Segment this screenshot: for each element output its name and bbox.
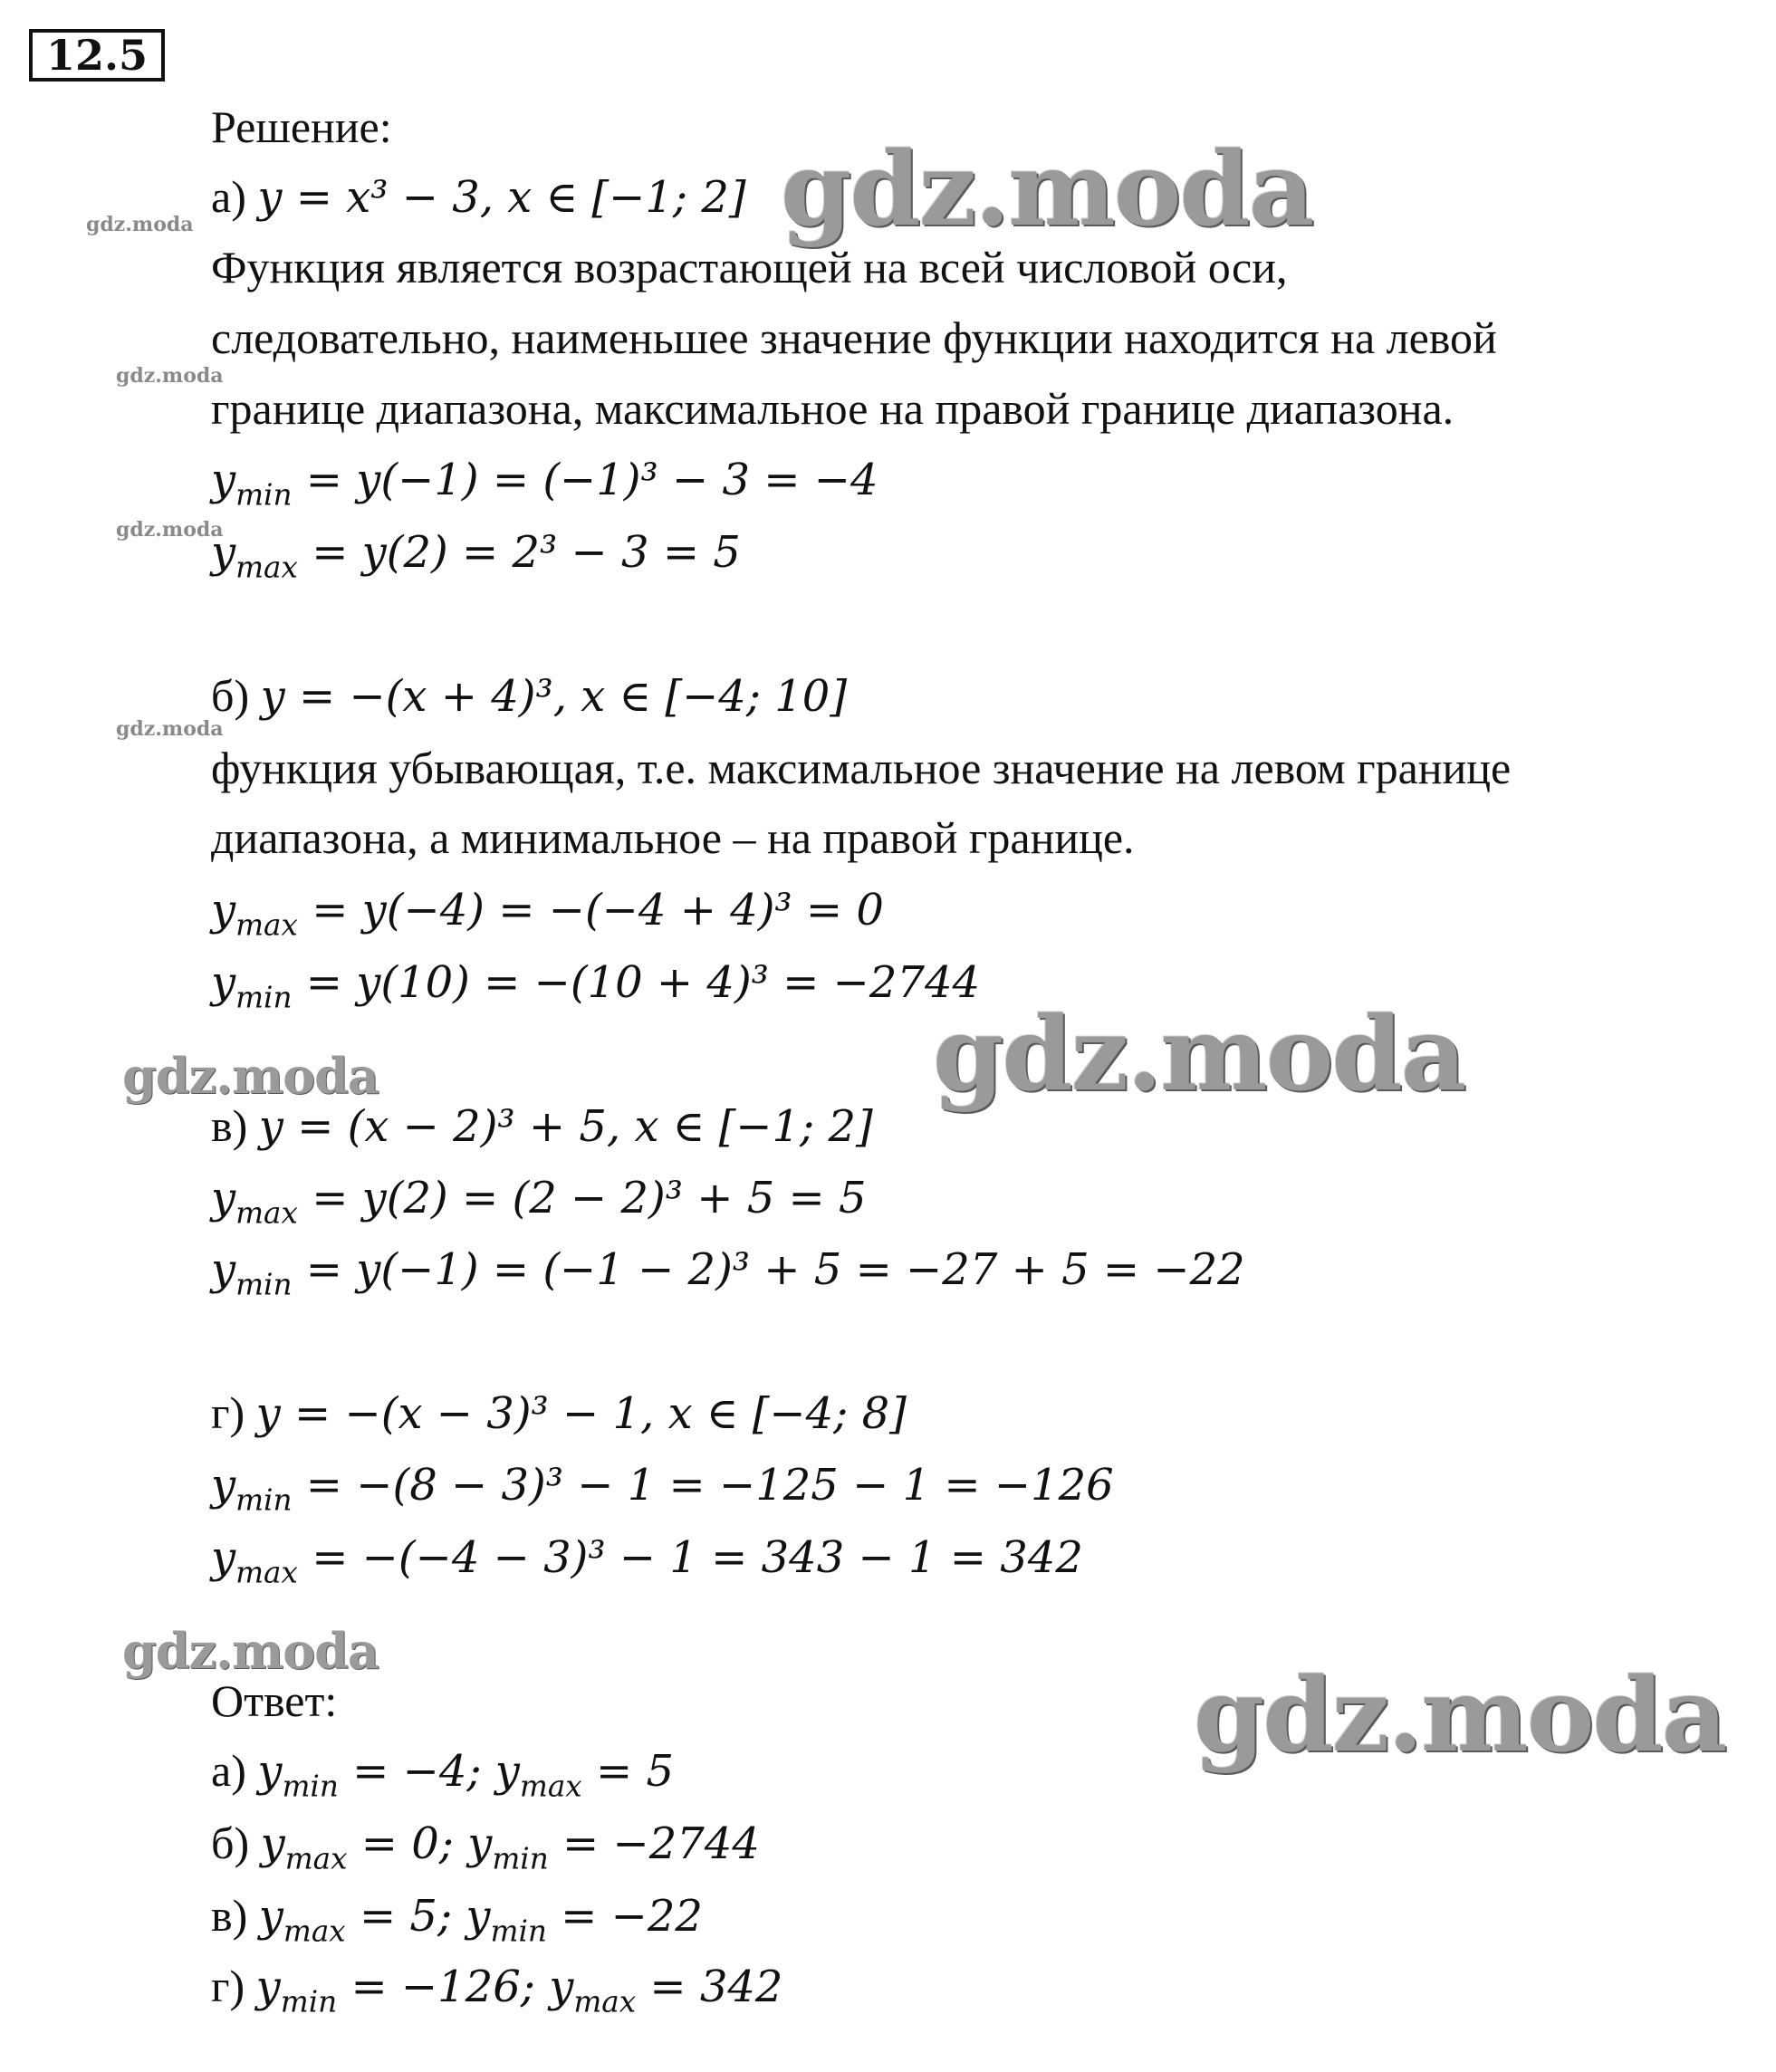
watermark-large-1: gdz.moda [781, 130, 1313, 249]
watermark-small-1: gdz.moda [86, 213, 194, 236]
part-v-function: y = (x − 2)³ + 5, x ∈ [−1; 2] [258, 1101, 873, 1152]
watermark-small-2: gdz.moda [116, 364, 224, 388]
part-a-function: y = x³ − 3, x ∈ [−1; 2] [257, 172, 746, 223]
watermark-small-4: gdz.moda [116, 717, 224, 741]
watermark-large-2: gdz.moda [933, 995, 1465, 1114]
part-g-ymax: $y_{max} = -(-4 - 3)^3 - 1 = 343 - 1 = 342$ [211, 1532, 1083, 1590]
part-v-ymin: $y_{min} = y(-1) = (-1 - 2)^3 + 5 = -27 + 5 = -22$ [211, 1244, 1245, 1302]
part-v-header [211, 1098, 873, 1154]
solution-heading: Решение: [211, 101, 392, 152]
part-g-function: y = −(x − 3)³ − 1, x ∈ [−4; 8] [255, 1388, 907, 1439]
part-a-label: а) [211, 171, 246, 222]
watermark-medium-2: gdz.moda [122, 1622, 379, 1680]
part-v-ymax: $y_{max} = y(2) = (2 - 2)^3 + 5 = 5$ [211, 1173, 867, 1231]
part-b-ymin: $y_{min} = y(10) = -(10 + 4)^3 = -2744$ [211, 957, 981, 1015]
part-b-function: y = −(x + 4)³, x ∈ [−4; 10] [260, 671, 848, 722]
answer-v: в) $y_{max} = 5$; $y_{min} = -22$ [211, 1890, 703, 1949]
answer-heading: Ответ: [211, 1675, 338, 1726]
part-b-header [211, 668, 847, 724]
part-v-label: в) [211, 1100, 248, 1151]
part-a-text-1: Функция является возрастающей на всей числовой оси, [211, 242, 1288, 293]
watermark-medium-1: gdz.moda [122, 1047, 379, 1105]
part-a-text-2: следовательно, наименьшее значение функции находится на левой [211, 312, 1497, 363]
part-g-ymin: $y_{min} = -(8 - 3)^3 - 1 = -125 - 1 = -126$ [211, 1460, 1114, 1518]
task-number-box: 12.5 [29, 29, 165, 82]
part-a-text-3: границе диапазона, максимальное на правой границе диапазона. [211, 383, 1454, 434]
part-b-ymax: $y_{max} = y(-4) = -(-4 + 4)^3 = 0$ [211, 885, 884, 943]
part-b-text-2: диапазона, а минимальное – на правой границе. [211, 812, 1135, 863]
part-g-header [211, 1386, 907, 1441]
part-a-header [211, 169, 746, 225]
part-g-label: г) [211, 1387, 245, 1438]
part-b-label: б) [211, 670, 250, 721]
part-a-ymin: $y_{min} = y(-1) = (-1)^3 - 3 = -4$ [211, 455, 878, 513]
part-a-ymax: $y_{max} = y(2) = 2^3 - 3 = 5$ [211, 527, 741, 585]
watermark-large-3: gdz.moda [1194, 1656, 1726, 1775]
watermark-small-3: gdz.moda [116, 518, 224, 542]
answer-b: б) $y_{max} = 0$; $y_{min} = -2744$ [211, 1818, 760, 1876]
part-b-text-1: функция убывающая, т.е. максимальное значение на левом границе [211, 743, 1512, 793]
answer-a: а) $y_{min} = -4$; $y_{max} = 5$ [211, 1745, 674, 1804]
answer-g: г) $y_{min} = -126$; $y_{max} = 342$ [211, 1961, 783, 2019]
